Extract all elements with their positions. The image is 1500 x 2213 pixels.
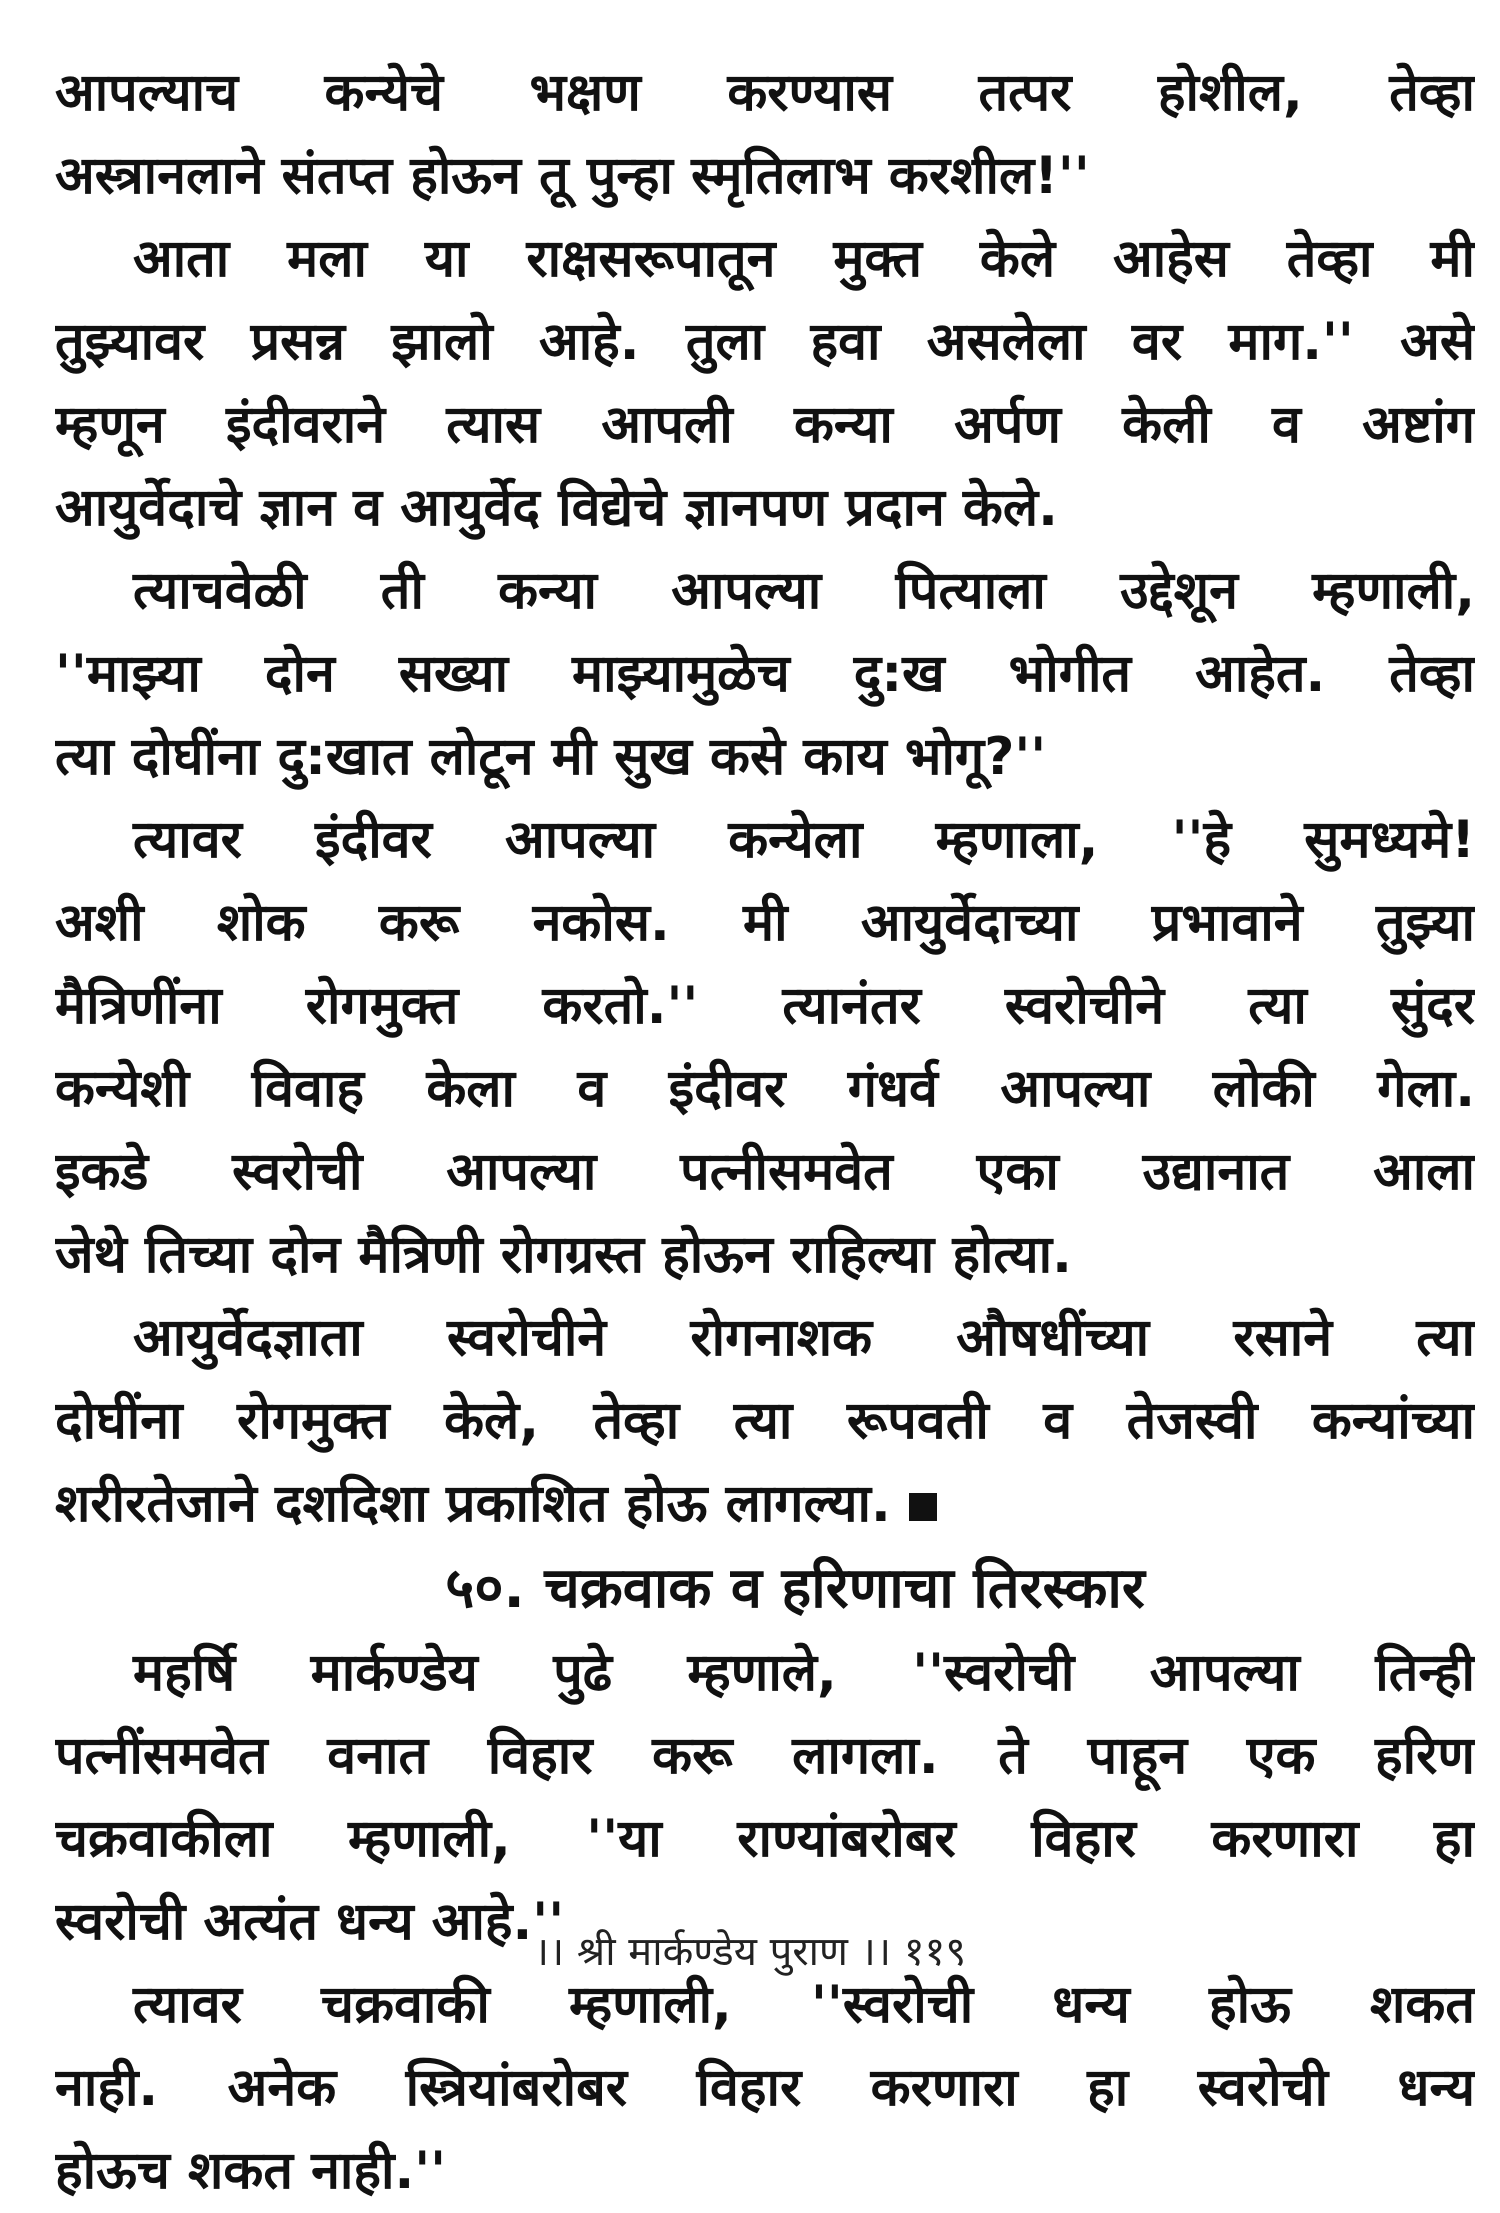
text-line-content: स्वरोची अत्यंत धन्य आहे.''	[55, 1892, 565, 1952]
text-line	[55, 1798, 1475, 1881]
text-line	[55, 2130, 1475, 2213]
text-line-content: नाही. अनेक स्त्रियांबरोबर विहार करणारा हा स्वरोची धन्य	[55, 2058, 1475, 2118]
text-line	[55, 633, 1475, 716]
text-line-content: चक्रवाकीला म्हणाली, ''या राण्यांबरोबर विहार करणारा हा	[55, 1809, 1475, 1869]
text-line	[55, 1715, 1475, 1798]
text-line-content: तुझ्यावर प्रसन्न झालो आहे. तुला हवा असलेला वर माग.'' असे	[55, 312, 1475, 372]
text-line	[55, 135, 1475, 218]
text-line	[55, 1214, 1475, 1297]
text-line-content: म्हणून इंदीवराने त्यास आपली कन्या अर्पण केली व अष्टांग	[55, 395, 1475, 455]
text-line-content: दोघींना रोगमुक्त केले, तेव्हा त्या रूपवती व तेजस्वी कन्यांच्या	[55, 1391, 1475, 1451]
section-heading: ५०. चक्रवाक व हरिणाचा तिरस्कार	[445, 1556, 1145, 1621]
page-body	[55, 52, 1475, 2213]
text-line-content: अस्त्रानलाने संतप्त होऊन तू पुन्हा स्मृतिलाभ करशील!''	[55, 146, 1090, 206]
text-line-content: त्यावर चक्रवाकी म्हणाली, ''स्वरोची धन्य होऊ शकत	[133, 1975, 1475, 2035]
page-footer: ।। श्री मार्कण्डेय पुराण ।। ११९	[533, 1929, 967, 1975]
text-line-content: जेथे तिच्या दोन मैत्रिणी रोगग्रस्त होऊन राहिल्या होत्या.	[55, 1225, 1072, 1285]
text-line-content: इकडे स्वरोची आपल्या पत्नीसमवेत एका उद्यानात आला	[55, 1142, 1475, 1202]
text-line	[55, 52, 1475, 135]
text-line	[55, 716, 1475, 799]
text-line	[55, 1297, 1475, 1380]
text-line-content: आयुर्वेदाचे ज्ञान व आयुर्वेद विद्येचे ज्ञानपण प्रदान केले.	[55, 478, 1058, 538]
text-line-content: महर्षि मार्कण्डेय पुढे म्हणाले, ''स्वरोची आपल्या तिन्ही	[133, 1643, 1475, 1703]
text-line-content: त्या दोघींना दु:खात लोटून मी सुख कसे काय भोगू?''	[55, 727, 1047, 787]
text-line	[55, 384, 1475, 467]
text-line	[55, 2047, 1475, 2130]
end-square-icon	[909, 1493, 937, 1521]
text-line-content: होऊच शकत नाही.''	[55, 2141, 447, 2201]
text-line-content: आपल्याच कन्येचे भक्षण करण्यास तत्पर होशील, तेव्हा	[55, 63, 1475, 123]
text-line	[55, 965, 1475, 1048]
text-line-content: ''माझ्या दोन सख्या माझ्यामुळेच दु:ख भोगीत आहेत. तेव्हा	[55, 644, 1475, 704]
text-line	[55, 550, 1475, 633]
text-line-content: आता मला या राक्षसरूपातून मुक्त केले आहेस तेव्हा मी	[133, 229, 1475, 289]
text-line-content: आयुर्वेदज्ञाता स्वरोचीने रोगनाशक औषधींच्या रसाने त्या	[133, 1308, 1475, 1368]
text-line	[55, 1048, 1475, 1131]
text-line	[55, 882, 1475, 965]
text-line-content: पत्नींसमवेत वनात विहार करू लागला. ते पाहून एक हरिण	[55, 1726, 1475, 1786]
text-line-content: अशी शोक करू नकोस. मी आयुर्वेदाच्या प्रभावाने तुझ्या	[55, 893, 1475, 953]
text-line	[55, 1131, 1475, 1214]
text-line-content: शरीरतेजाने दशदिशा प्रकाशित होऊ लागल्या.	[55, 1474, 891, 1534]
text-line-content: त्याचवेळी ती कन्या आपल्या पित्याला उद्देशून म्हणाली,	[133, 561, 1475, 621]
text-line-content: मैत्रिणींना रोगमुक्त करतो.'' त्यानंतर स्वरोचीने त्या सुंदर	[55, 976, 1475, 1036]
text-line	[55, 467, 1475, 550]
text-line-content: कन्येशी विवाह केला व इंदीवर गंधर्व आपल्या लोकी गेला.	[55, 1059, 1475, 1119]
text-line-content: त्यावर इंदीवर आपल्या कन्येला म्हणाला, ''हे सुमध्यमे!	[133, 810, 1475, 870]
text-line	[55, 1463, 1475, 1546]
text-line	[55, 1632, 1475, 1715]
text-line	[55, 1380, 1475, 1463]
text-line	[55, 301, 1475, 384]
text-line	[55, 218, 1475, 301]
paragraph-block-1	[55, 52, 1475, 1546]
text-line	[55, 799, 1475, 882]
